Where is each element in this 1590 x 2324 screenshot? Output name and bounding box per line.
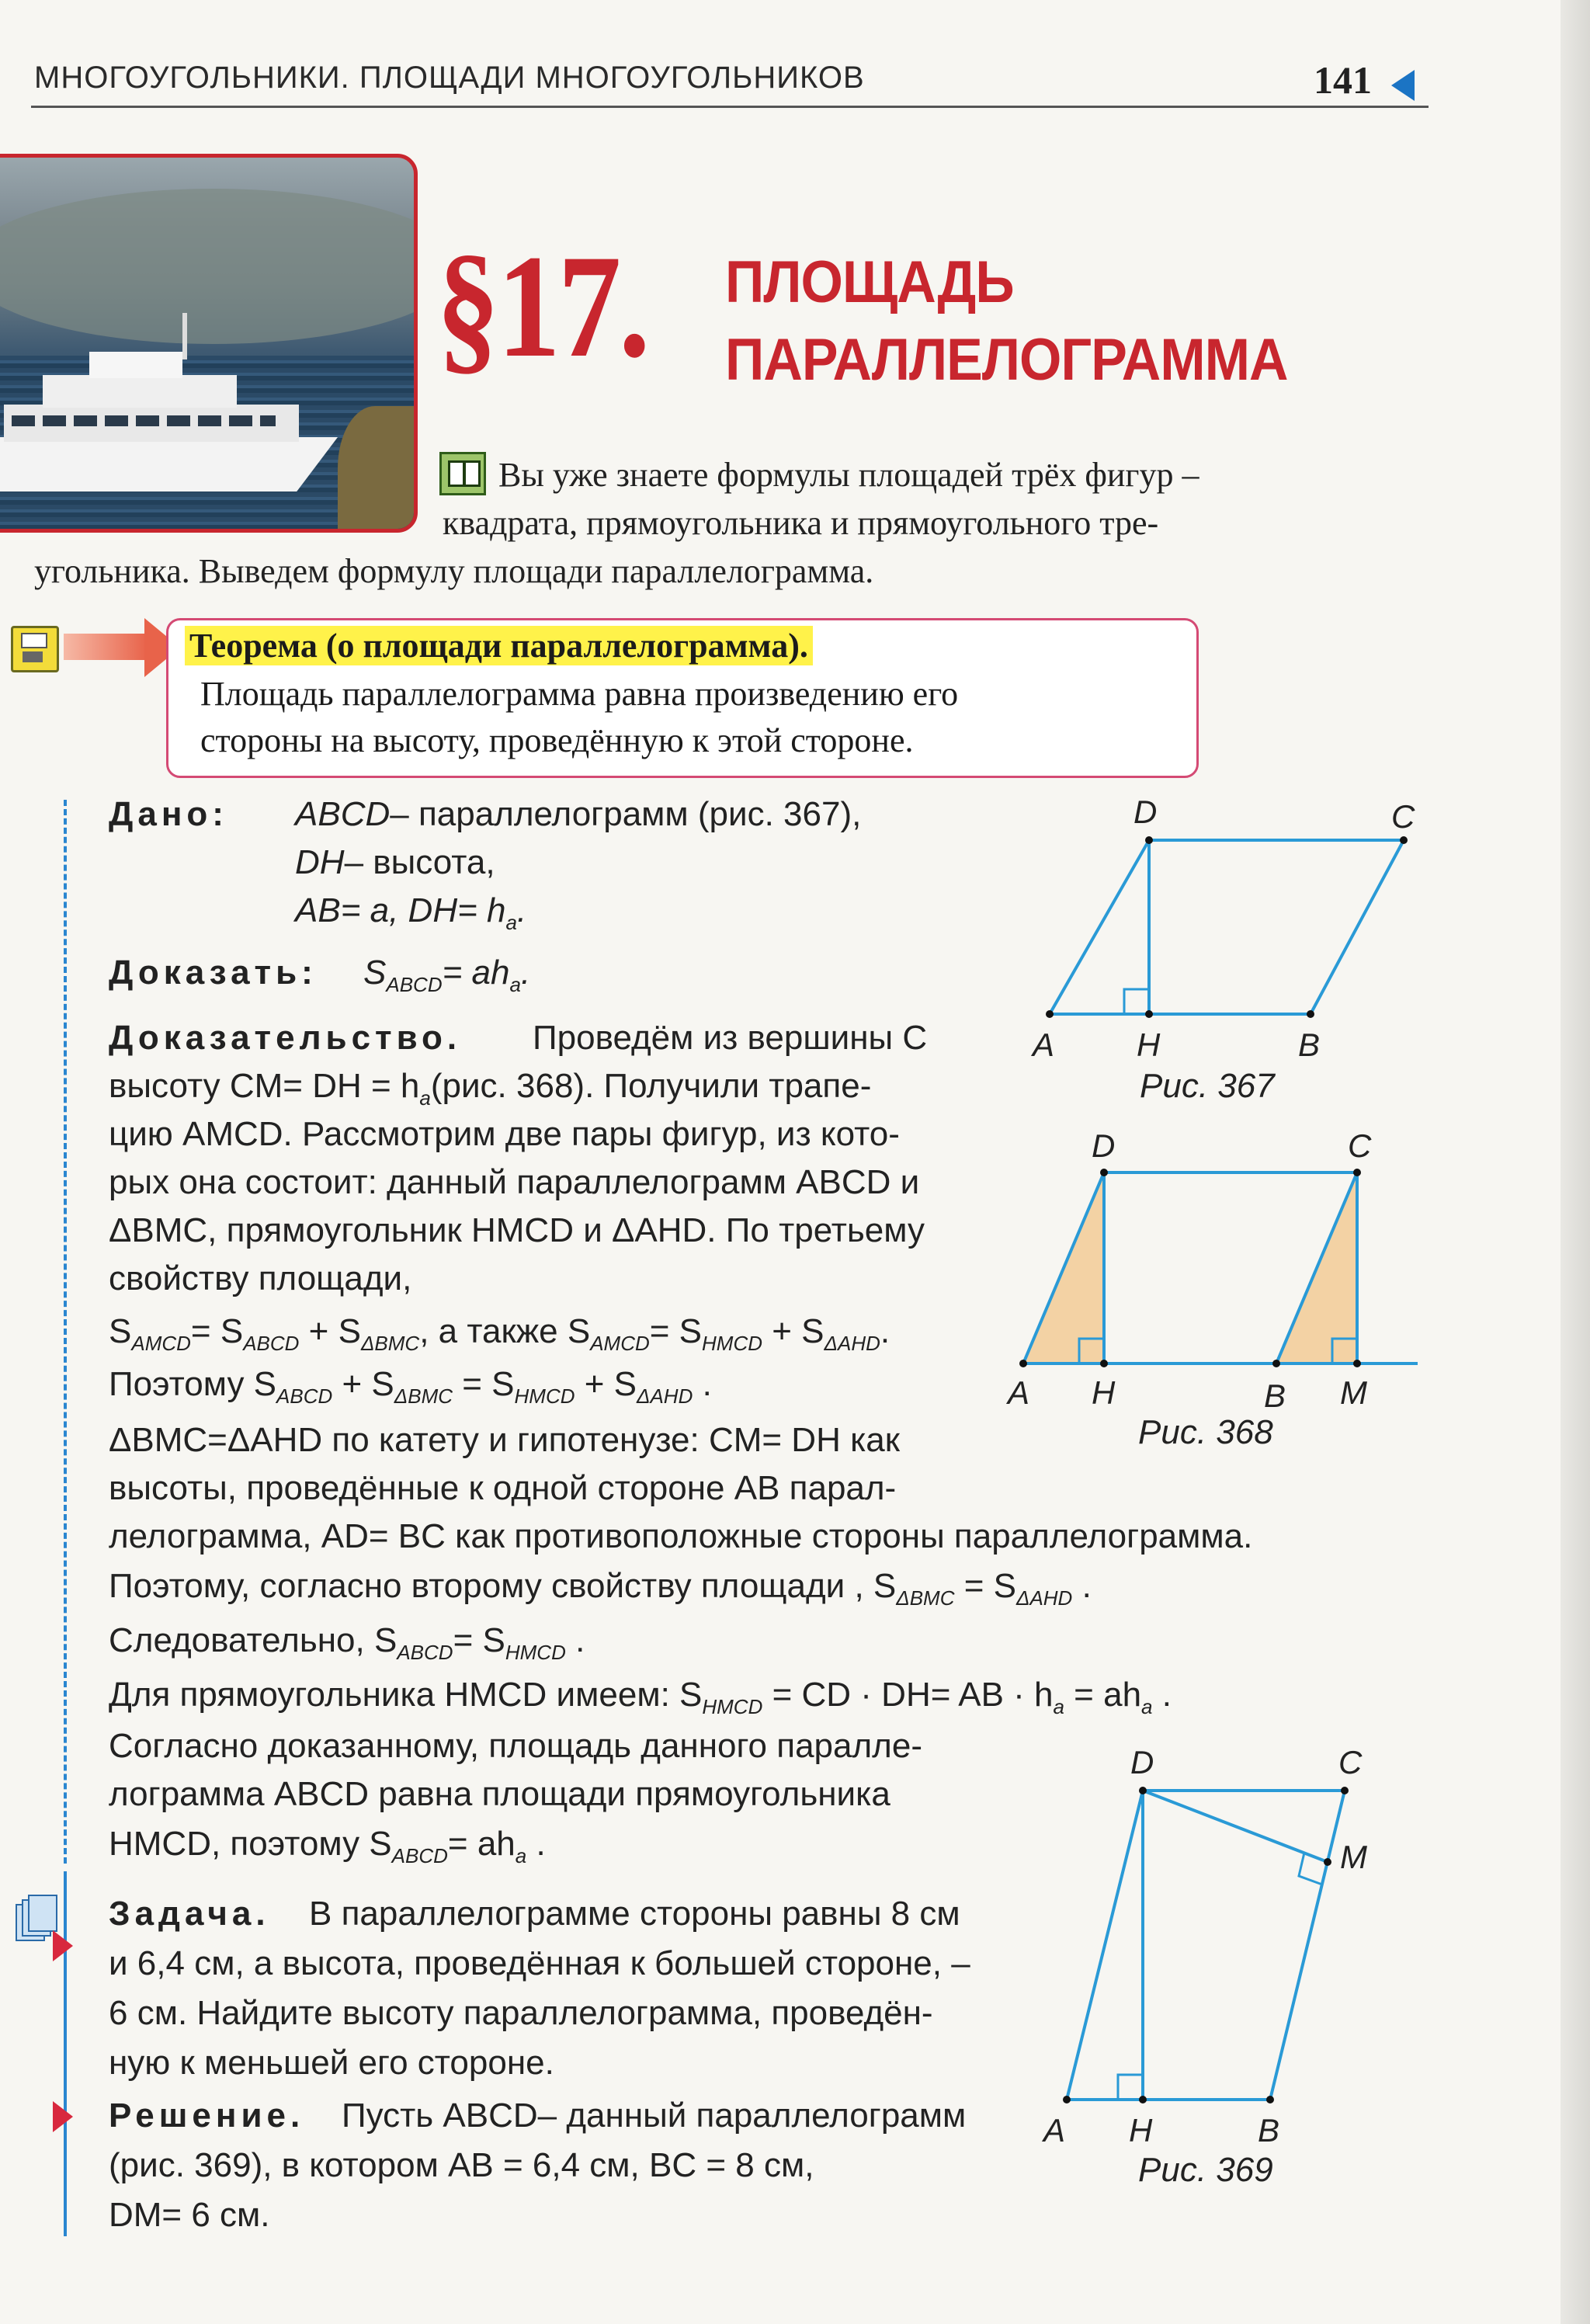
theorem-title: Теорема (о площади параллелограмма). <box>185 626 813 665</box>
proof-formula6: HMCD, поэтому $S_{ABCD}= ah_a$ . <box>109 1825 546 1867</box>
parallelogram-abcd <box>1050 840 1404 1014</box>
running-header: МНОГОУГОЛЬНИКИ. ПЛОЩАДИ МНОГОУГОЛЬНИКОВ <box>34 61 865 95</box>
proof-formula1: $S_{AMCD}= S_{ABCD} + S_{\Delta BMC}$, а также $S_{AMCD}= S_{HMCD} + S_{\Delta AHD}$. <box>109 1312 890 1355</box>
proof-line4: рых она состоит: данный параллелограмм ABCD и <box>109 1163 920 1201</box>
margin-dashed-line <box>64 800 67 1864</box>
task-line1: В параллелограмме стороны равны 8 см <box>309 1895 960 1933</box>
page-number: 141 <box>1314 58 1372 102</box>
chapter-title-line2: ПАРАЛЛЕЛОГРАММА <box>725 327 1288 393</box>
page-edge <box>1560 0 1590 2324</box>
solution-marker-icon <box>53 2101 73 2132</box>
yacht-photo <box>0 154 418 533</box>
solution-label: Решение. <box>109 2096 305 2135</box>
proof-formula3: Поэтому, согласно второму свойству площади , $S_{\Delta BMC} = S_{\Delta AHD}$ . <box>109 1567 1092 1610</box>
arrow-icon <box>64 634 148 660</box>
label-b: B <box>1298 1027 1321 1063</box>
label-d: D <box>1130 1744 1154 1780</box>
given-line3: AB= a, $DH= h_a$. <box>295 891 527 934</box>
task-document-icon <box>16 1895 54 1941</box>
theorem-line2: стороны на высоту, проведённую к этой стороне. <box>200 721 914 759</box>
figure-369 <box>1033 1739 1436 2159</box>
fig368-caption: Рис. 368 <box>1138 1413 1273 1451</box>
given-label: Дано: <box>109 795 228 833</box>
proof-line9: лелограмма, AD= BC как противоположные стороны параллелограмма. <box>109 1517 1253 1555</box>
figure-367 <box>1009 792 1444 1095</box>
save-disk-icon <box>11 626 59 672</box>
task-line3: 6 см. Найдите высоту параллелограмма, проведён- <box>109 1994 933 2032</box>
task-line4: ную к меньшей его стороне. <box>109 2044 554 2082</box>
header-rule <box>31 106 1429 108</box>
fig369-caption: Рис. 369 <box>1138 2151 1273 2189</box>
proof-line11: лограмма ABCD равна площади прямоугольника <box>109 1775 890 1813</box>
proof-line8: высоты, проведённые к одной стороне AB парал- <box>109 1469 897 1507</box>
task-label: Задача. <box>109 1895 270 1933</box>
label-h: H <box>1137 1027 1161 1063</box>
fig367-caption: Рис. 367 <box>1140 1067 1275 1105</box>
proof-line3: цию AMCD. Рассмотрим две пары фигур, из кото- <box>109 1115 900 1153</box>
proof-formula5: Для прямоугольника HMCD имеем: $S_{HMCD}$ = CD · DH= AB · $h_a = ah_a$ . <box>109 1676 1172 1718</box>
label-a: A <box>1033 1027 1055 1063</box>
prove-label: Доказать: <box>109 954 318 992</box>
given-line1: ABCD– параллелограмм (рис. 367), <box>295 795 862 833</box>
label-a: A <box>1008 1374 1030 1411</box>
parallelogram-abcd <box>1067 1791 1345 2100</box>
given-line2: DH– высота, <box>295 843 495 881</box>
intro-line1: Вы уже знаете формулы площадей трёх фигур – <box>498 456 1199 494</box>
label-b: B <box>1258 2112 1280 2149</box>
proof-line5: ΔBMC, прямоугольник HMCD и ΔAHD. По третьему <box>109 1211 925 1249</box>
margin-solid-line <box>64 1871 67 2236</box>
page-marker-icon <box>1391 70 1415 101</box>
label-d: D <box>1133 794 1158 830</box>
proof-line7: ΔBMC=ΔAHD по катету и гипотенузе: CM= DH как <box>109 1421 901 1459</box>
proof-line2: высоту CM= DH = $h_a(рис$. 368). Получили трапе- <box>109 1067 872 1110</box>
label-c: C <box>1391 798 1415 835</box>
height-dm <box>1143 1791 1328 1862</box>
proof-formula2: Поэтому $S_{ABCD} + S_{\Delta BMC} = S_{HMCD} + S_{\Delta AHD}$ . <box>109 1365 712 1408</box>
label-d: D <box>1092 1127 1116 1164</box>
label-a: A <box>1043 2112 1066 2149</box>
task-line2: и 6,4 см, а высота, проведённая к большей стороне, – <box>109 1944 970 1982</box>
label-c: C <box>1338 1744 1363 1780</box>
intro-line2: квадрата, прямоугольника и прямоугольного тре- <box>443 504 1159 542</box>
proof-line6: свойству площади, <box>109 1259 412 1297</box>
label-b: B <box>1264 1377 1286 1413</box>
proof-formula4: Следовательно, $S_{ABCD}= S_{HMCD}$ . <box>109 1621 585 1664</box>
label-m: M <box>1340 1839 1367 1875</box>
chapter-title-line1: ПЛОЩАДЬ <box>725 249 1014 315</box>
proof-label: Доказательство. <box>109 1019 462 1057</box>
task-marker-icon <box>53 1930 73 1961</box>
right-angle-mark <box>1124 989 1149 1014</box>
solution-line3: DM= 6 см. <box>109 2196 270 2234</box>
figure-368 <box>1002 1126 1436 1413</box>
label-c: C <box>1348 1127 1372 1164</box>
proof-line10: Согласно доказанному, площадь данного паралле- <box>109 1727 922 1765</box>
proof-line1: Проведём из вершины C <box>533 1019 928 1057</box>
solution-line2: (рис. 369), в котором AB = 6,4 см, BC = 8 см, <box>109 2146 814 2184</box>
theorem-line1: Площадь параллелограмма равна произведению его <box>200 675 959 713</box>
intro-line3: угольника. Выведем формулу площади параллелограмма. <box>34 552 874 590</box>
label-h: H <box>1129 2112 1153 2149</box>
label-m: M <box>1340 1374 1367 1411</box>
book-icon <box>439 452 486 495</box>
solution-line1: Пусть ABCD– данный параллелограмм <box>342 2096 967 2135</box>
chapter-number: §17. <box>436 225 648 388</box>
label-h: H <box>1092 1374 1116 1411</box>
prove-formula: $S_{ABCD}= ah_a$. <box>363 954 531 996</box>
